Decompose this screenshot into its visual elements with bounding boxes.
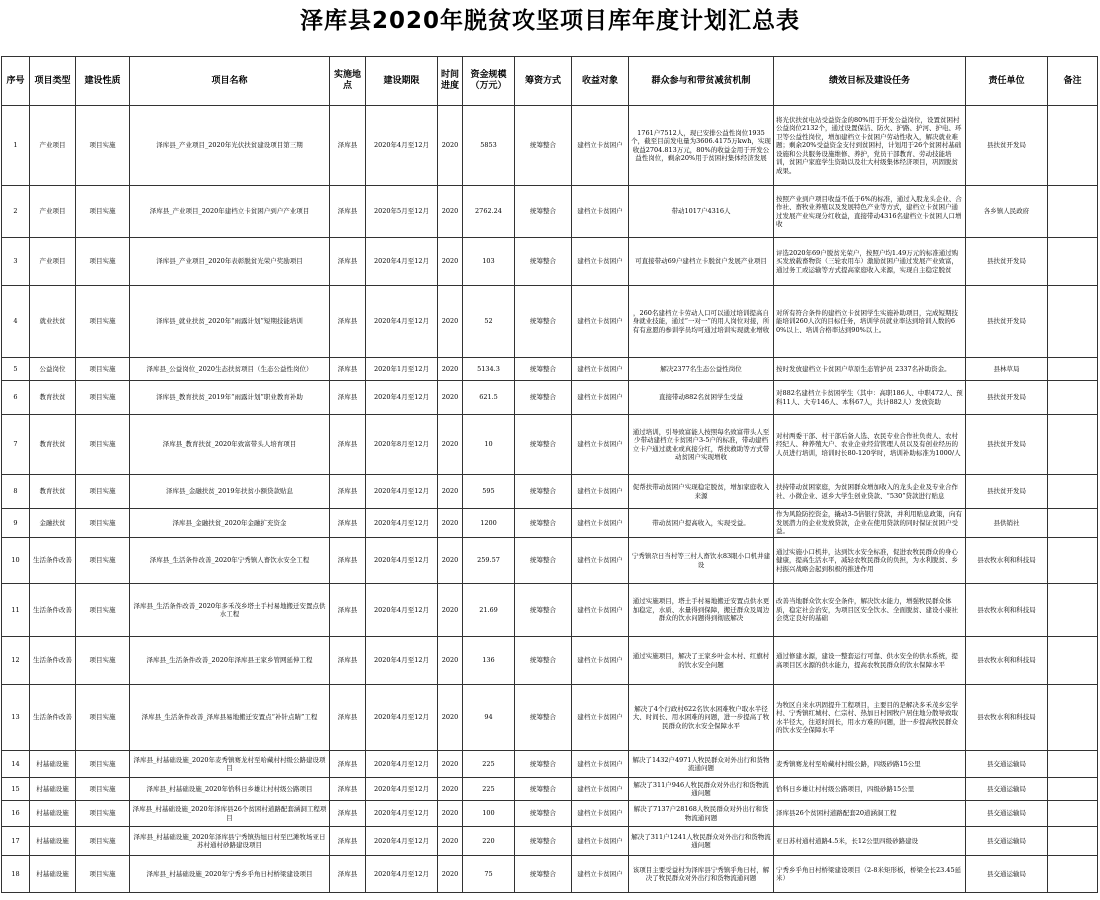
cell-type: 产业项目 (30, 106, 76, 186)
cell-goal: 扶持带动贫困家庭，为贫困群众增加收入的龙头企业及专业合作社、小微企业、返乡大学生创业贷款、“530”贷款进行贴息 (774, 475, 966, 509)
cell-type: 村基础设施 (30, 856, 76, 893)
cell-target: 建档立卡贫困户 (572, 106, 629, 186)
cell-period: 2020年4月至12月 (366, 475, 438, 509)
cell-remark (1048, 415, 1098, 475)
cell-mechanism: 解决了311户1241人牧民群众对外出行和货物流通问题 (629, 827, 774, 856)
cell-goal: 按照产业到户项目收益不低于6%的标准，通过入股龙头企业、合作社、畜牧业养殖以及发展特色产业等方式，建档立卡贫困户通过发展产业实现分红收益，直接带动4316名建档立卡贫困人口增收 (774, 186, 966, 238)
table-row (2, 685, 1098, 751)
cell-unit: 县扶贫开发局 (966, 415, 1048, 475)
cell-period: 2020年5月至12月 (366, 186, 438, 238)
cell-fund: 621.5 (463, 381, 515, 415)
cell-finance: 统筹整合 (515, 358, 572, 381)
cell-finance: 统筹整合 (515, 637, 572, 685)
cell-no: 4 (2, 286, 30, 358)
cell-type: 生活条件改善 (30, 584, 76, 637)
cell-no: 3 (2, 238, 30, 286)
col-header-finance: 筹资方式 (515, 57, 572, 106)
cell-finance: 统筹整合 (515, 286, 572, 358)
cell-finance: 统筹整合 (515, 475, 572, 509)
cell-finance: 统筹整合 (515, 827, 572, 856)
cell-type: 金融扶贫 (30, 509, 76, 538)
cell-remark (1048, 751, 1098, 778)
cell-remark (1048, 238, 1098, 286)
cell-no: 15 (2, 778, 30, 801)
cell-progress: 2020 (438, 827, 463, 856)
table-row (2, 538, 1098, 584)
cell-project-name: 泽库县_教育扶贫_2020年致富带头人培育项目 (130, 415, 330, 475)
cell-nature: 项目实施 (76, 856, 130, 893)
cell-fund: 100 (463, 801, 515, 827)
cell-target: 建档立卡贫困户 (572, 381, 629, 415)
cell-mechanism: 可直接带动69户建档立卡脱贫户发展产业项目 (629, 238, 774, 286)
cell-type: 村基础设施 (30, 778, 76, 801)
cell-no: 18 (2, 856, 30, 893)
cell-goal: 麦秀镇赛龙村至哈藏村村级公路，四级砂路15公里 (774, 751, 966, 778)
cell-no: 17 (2, 827, 30, 856)
cell-type: 村基础设施 (30, 801, 76, 827)
cell-progress: 2020 (438, 475, 463, 509)
cell-target: 建档立卡贫困户 (572, 751, 629, 778)
cell-period: 2020年4月至12月 (366, 106, 438, 186)
cell-project-name: 泽库县_生活条件改善_2020年宁秀镇人畜饮水安全工程 (130, 538, 330, 584)
cell-no: 16 (2, 801, 30, 827)
cell-place: 泽库县 (330, 286, 366, 358)
cell-goal: 恰科日乡雄让村村级公路项目，四级砂路15公里 (774, 778, 966, 801)
cell-progress: 2020 (438, 415, 463, 475)
cell-project-name: 泽库县_生活条件改善_2020年泽库县王家乡管网延伸工程 (130, 637, 330, 685)
cell-mechanism: 解决了311户946人牧民群众对外出行和货物流通问题 (629, 778, 774, 801)
col-header-mechanism: 群众参与和带贫减贫机制 (629, 57, 774, 106)
cell-type: 生活条件改善 (30, 538, 76, 584)
cell-project-name: 泽库县_生活条件改善_2020年多禾茂乡塔土手村易地搬迁安置点供水工程 (130, 584, 330, 637)
cell-finance: 统筹整合 (515, 106, 572, 186)
cell-remark (1048, 509, 1098, 538)
cell-target: 建档立卡贫困户 (572, 856, 629, 893)
cell-project-name: 泽库县_村基础设施_2020年泽库县宁秀镇热旭日村至巴滩牧场亚日苏村通村砂路建设项目 (130, 827, 330, 856)
table-row (2, 509, 1098, 538)
cell-fund: 52 (463, 286, 515, 358)
cell-target: 建档立卡贫困户 (572, 238, 629, 286)
cell-fund: 595 (463, 475, 515, 509)
cell-mechanism: ，260名建档立卡劳动人口可以通过培训提高自身就业技能，通过“一对一”的用人岗位对接，所有有意愿的参训学员均可通过培训实现就业增收 (629, 286, 774, 358)
cell-period: 2020年8月至12月 (366, 415, 438, 475)
cell-finance: 统筹整合 (515, 381, 572, 415)
cell-target: 建档立卡贫困户 (572, 584, 629, 637)
cell-period: 2020年4月至12月 (366, 238, 438, 286)
cell-unit: 县扶贫开发局 (966, 286, 1048, 358)
table-row (2, 106, 1098, 186)
cell-unit: 县供销社 (966, 509, 1048, 538)
cell-place: 泽库县 (330, 856, 366, 893)
cell-no: 1 (2, 106, 30, 186)
cell-remark (1048, 685, 1098, 751)
project-plan-table (1, 56, 1098, 893)
col-header-unit: 责任单位 (966, 57, 1048, 106)
cell-unit: 县农牧水利和科技局 (966, 584, 1048, 637)
table-row (2, 637, 1098, 685)
cell-target: 建档立卡贫困户 (572, 358, 629, 381)
cell-place: 泽库县 (330, 584, 366, 637)
cell-project-name: 泽库县_金融扶贫_2019年扶贫小额贷款贴息 (130, 475, 330, 509)
cell-target: 建档立卡贫困户 (572, 778, 629, 801)
cell-place: 泽库县 (330, 358, 366, 381)
cell-nature: 项目实施 (76, 538, 130, 584)
col-header-no: 序号 (2, 57, 30, 106)
cell-remark (1048, 856, 1098, 893)
document-title: 泽库县2020年脱贫攻坚项目库年度计划汇总表 (299, 8, 800, 34)
col-header-goal: 绩效目标及建设任务 (774, 57, 966, 106)
cell-type: 产业项目 (30, 186, 76, 238)
cell-unit: 县农牧水利和科技局 (966, 637, 1048, 685)
cell-goal: 通过修建水源，建设一整套运行可靠、供水安全的供水系统，提高项目区水源的供水能力，提高农牧民群众的饮水保障水平 (774, 637, 966, 685)
cell-nature: 项目实施 (76, 238, 130, 286)
cell-progress: 2020 (438, 685, 463, 751)
cell-place: 泽库县 (330, 801, 366, 827)
cell-period: 2020年4月至12月 (366, 801, 438, 827)
cell-progress: 2020 (438, 186, 463, 238)
cell-target: 建档立卡贫困户 (572, 509, 629, 538)
cell-goal: 改善当地群众饮水安全条件，解决饮水能力，增强牧民群众体质，稳定社会治安，为项目区安全饮水、全面脱贫、建设小康社会奠定良好的基础 (774, 584, 966, 637)
cell-finance: 统筹整合 (515, 538, 572, 584)
cell-target: 建档立卡贫困户 (572, 637, 629, 685)
cell-type: 教育扶贫 (30, 475, 76, 509)
cell-mechanism: 带动贫困户提高收入，实现受益。 (629, 509, 774, 538)
cell-goal: 对村两委干部、村干部后备人选、农民专业合作社负责人、农村经纪人、种养殖大户、农业企业经营管理人员以及有创业经历的人员进行培训，培训时长80-120学时，培训补助标准为1000/人 (774, 415, 966, 475)
cell-type: 村基础设施 (30, 751, 76, 778)
cell-remark (1048, 827, 1098, 856)
cell-unit: 县交通运输局 (966, 827, 1048, 856)
cell-nature: 项目实施 (76, 685, 130, 751)
cell-goal: 亚日苏村通村道路4.5米，长12公里四级砂路建设 (774, 827, 966, 856)
cell-period: 2020年1月至12月 (366, 358, 438, 381)
cell-project-name: 泽库县_生活条件改善_泽库县易地搬迁安置点“补针点睛”工程 (130, 685, 330, 751)
cell-goal: 宁秀乡乎角日村桥梁建设项目（2-8米矩形板，桥梁全长23.45延米） (774, 856, 966, 893)
col-header-nature: 建设性质 (76, 57, 130, 106)
cell-nature: 项目实施 (76, 381, 130, 415)
cell-remark (1048, 106, 1098, 186)
cell-mechanism: 解决2377名生态公益性岗位 (629, 358, 774, 381)
cell-goal: 按时发放建档立卡贫困户草原生态管护员 2337名补助资金。 (774, 358, 966, 381)
col-header-fund: 资金规模（万元） (463, 57, 515, 106)
cell-place: 泽库县 (330, 381, 366, 415)
table-row (2, 827, 1098, 856)
cell-finance: 统筹整合 (515, 186, 572, 238)
table-row (2, 751, 1098, 778)
cell-type: 产业项目 (30, 238, 76, 286)
cell-mechanism: 宁秀镇尕日当村等三村人畜饮水83眼小口机井建设 (629, 538, 774, 584)
cell-no: 8 (2, 475, 30, 509)
cell-type: 就业扶贫 (30, 286, 76, 358)
col-header-period: 建设期限 (366, 57, 438, 106)
cell-no: 12 (2, 637, 30, 685)
cell-mechanism: 解决了1432户4971人牧民群众对外出行和货物流通问题 (629, 751, 774, 778)
cell-progress: 2020 (438, 358, 463, 381)
cell-target: 建档立卡贫困户 (572, 685, 629, 751)
cell-progress: 2020 (438, 509, 463, 538)
table-row (2, 238, 1098, 286)
cell-remark (1048, 475, 1098, 509)
cell-no: 2 (2, 186, 30, 238)
cell-target: 建档立卡贫困户 (572, 538, 629, 584)
cell-mechanism: 解决了4个行政村622名饮水困难牧户取水半径大、时间长、用水困难的问题，进一步提高了牧民群众的饮水安全保障水平 (629, 685, 774, 751)
table-row (2, 381, 1098, 415)
table-row (2, 584, 1098, 637)
table-row (2, 358, 1098, 381)
cell-unit: 县交通运输局 (966, 856, 1048, 893)
cell-progress: 2020 (438, 637, 463, 685)
cell-unit: 县农牧水利和科技局 (966, 685, 1048, 751)
cell-period: 2020年4月至12月 (366, 751, 438, 778)
cell-fund: 220 (463, 827, 515, 856)
cell-goal: 将光伏扶贫电站受益资金的80%用于开发公益岗位，设置贫困村公益岗位2132个，通过设置保洁、防火、护路、护河、护电、环卫等公益性岗位，增加建档立卡贫困户劳动性收入，解决就业难题；剩余20%受益资金支付到贫困村，计划用于26个贫困村基础设施和公共服务设施维修、养护，党员干部教育、劳动技能培训，贫困户家庭学生资助以及壮大村级集体经济项目，巩固脱贫成果。 (774, 106, 966, 186)
cell-unit: 县扶贫开发局 (966, 381, 1048, 415)
cell-place: 泽库县 (330, 538, 366, 584)
cell-no: 13 (2, 685, 30, 751)
cell-place: 泽库县 (330, 509, 366, 538)
cell-goal: 对所有符合条件的建档立卡贫困学生实施补助项目，完成短期技能培训260人次的目标任务，培训学员就业率达到培训人数的60%以上、培训合格率达到90%以上。 (774, 286, 966, 358)
cell-fund: 1200 (463, 509, 515, 538)
col-header-name: 项目名称 (130, 57, 330, 106)
cell-no: 6 (2, 381, 30, 415)
cell-mechanism: 该项目主要受益村为泽库县宁秀镇乎角日村，解决了牧民群众对外出行和货物流通问题 (629, 856, 774, 893)
col-header-remark: 备注 (1048, 57, 1098, 106)
cell-mechanism: 通过实施项目，塔土手村易地搬迁安置点供水更加稳定，水质、水量得到保障，搬迁群众及周边群众的饮水问题得到彻底解决 (629, 584, 774, 637)
cell-fund: 5853 (463, 106, 515, 186)
cell-target: 建档立卡贫困户 (572, 475, 629, 509)
cell-no: 14 (2, 751, 30, 778)
cell-remark (1048, 801, 1098, 827)
cell-progress: 2020 (438, 778, 463, 801)
table-row (2, 475, 1098, 509)
cell-remark (1048, 778, 1098, 801)
col-header-place: 实施地点 (330, 57, 366, 106)
cell-unit: 县扶贫开发局 (966, 238, 1048, 286)
cell-project-name: 泽库县_村基础设施_2020年宁秀乡乎角日村桥梁建设项目 (130, 856, 330, 893)
col-header-type: 项目类型 (30, 57, 76, 106)
cell-fund: 136 (463, 637, 515, 685)
cell-finance: 统筹整合 (515, 801, 572, 827)
cell-period: 2020年4月至12月 (366, 778, 438, 801)
cell-fund: 2762.24 (463, 186, 515, 238)
cell-finance: 统筹整合 (515, 238, 572, 286)
cell-place: 泽库县 (330, 415, 366, 475)
cell-finance: 统筹整合 (515, 856, 572, 893)
cell-fund: 103 (463, 238, 515, 286)
cell-unit: 县扶贫开发局 (966, 475, 1048, 509)
cell-goal: 作为风险防控资金，撬动3-5倍银行贷款，并利用贴息政策，向有发展潜力的企业发放贷款，企业在使用贷款的同时保证贫困户受益。 (774, 509, 966, 538)
cell-project-name: 泽库县_村基础设施_2020年麦秀镇赛龙村至哈藏村村级公路建设项目 (130, 751, 330, 778)
cell-fund: 225 (463, 751, 515, 778)
cell-progress: 2020 (438, 751, 463, 778)
cell-place: 泽库县 (330, 827, 366, 856)
cell-remark (1048, 186, 1098, 238)
cell-unit: 县林草局 (966, 358, 1048, 381)
cell-period: 2020年4月至12月 (366, 685, 438, 751)
cell-nature: 项目实施 (76, 509, 130, 538)
cell-type: 公益岗位 (30, 358, 76, 381)
cell-finance: 统筹整合 (515, 415, 572, 475)
cell-mechanism: 直接带动882名贫困学生受益 (629, 381, 774, 415)
cell-place: 泽库县 (330, 186, 366, 238)
cell-no: 5 (2, 358, 30, 381)
cell-project-name: 泽库县_就业扶贫_2020年“雨露计划”短期技能培训 (130, 286, 330, 358)
cell-place: 泽库县 (330, 238, 366, 286)
cell-target: 建档立卡贫困户 (572, 186, 629, 238)
cell-place: 泽库县 (330, 751, 366, 778)
cell-fund: 259.57 (463, 538, 515, 584)
cell-project-name: 泽库县_金融扶贫_2020年金融扩充资金 (130, 509, 330, 538)
cell-remark (1048, 637, 1098, 685)
cell-progress: 2020 (438, 584, 463, 637)
cell-type: 村基础设施 (30, 827, 76, 856)
cell-project-name: 泽库县_产业项目_2020年建档立卡贫困户到户产业项目 (130, 186, 330, 238)
cell-nature: 项目实施 (76, 584, 130, 637)
cell-project-name: 泽库县_村基础设施_2020年泽库县26个贫困村道路配套涵洞工程项目 (130, 801, 330, 827)
cell-remark (1048, 538, 1098, 584)
cell-nature: 项目实施 (76, 801, 130, 827)
cell-progress: 2020 (438, 286, 463, 358)
cell-period: 2020年4月至12月 (366, 509, 438, 538)
cell-mechanism: 通过实施项目，解决了王家乡叶金木村、红旗村的饮水安全问题 (629, 637, 774, 685)
cell-no: 7 (2, 415, 30, 475)
col-header-progress: 时间进度 (438, 57, 463, 106)
cell-period: 2020年4月至12月 (366, 538, 438, 584)
cell-progress: 2020 (438, 106, 463, 186)
cell-progress: 2020 (438, 801, 463, 827)
table-header-row (2, 57, 1098, 106)
cell-unit: 县交通运输局 (966, 801, 1048, 827)
cell-period: 2020年4月至12月 (366, 584, 438, 637)
cell-type: 教育扶贫 (30, 381, 76, 415)
cell-period: 2020年4月至12月 (366, 827, 438, 856)
cell-nature: 项目实施 (76, 637, 130, 685)
cell-unit: 各乡镇人民政府 (966, 186, 1048, 238)
cell-place: 泽库县 (330, 475, 366, 509)
cell-progress: 2020 (438, 538, 463, 584)
cell-nature: 项目实施 (76, 751, 130, 778)
cell-no: 10 (2, 538, 30, 584)
cell-mechanism: 1761户7512人，现已安排公益性岗位1935个，截至目前发电量为3606.4175万kwh，实现收益2704.813万元，80%的收益金用于开发公益性岗位，剩余20%用于贫困村集体经济发展 (629, 106, 774, 186)
cell-target: 建档立卡贫困户 (572, 415, 629, 475)
cell-nature: 项目实施 (76, 286, 130, 358)
cell-place: 泽库县 (330, 685, 366, 751)
table-row (2, 778, 1098, 801)
cell-target: 建档立卡贫困户 (572, 801, 629, 827)
cell-period: 2020年4月至12月 (366, 381, 438, 415)
cell-progress: 2020 (438, 856, 463, 893)
cell-nature: 项目实施 (76, 415, 130, 475)
cell-remark (1048, 358, 1098, 381)
cell-remark (1048, 381, 1098, 415)
cell-mechanism: 促帮扶带动贫困户实现稳定脱贫，增加家庭收入来源 (629, 475, 774, 509)
cell-type: 生活条件改善 (30, 685, 76, 751)
cell-progress: 2020 (438, 381, 463, 415)
cell-project-name: 泽库县_产业项目_2020年表彰脱贫光荣户奖励项目 (130, 238, 330, 286)
cell-type: 生活条件改善 (30, 637, 76, 685)
col-header-target: 收益对象 (572, 57, 629, 106)
cell-nature: 项目实施 (76, 827, 130, 856)
cell-unit: 县扶贫开发局 (966, 106, 1048, 186)
table-body (2, 106, 1098, 893)
table-row (2, 415, 1098, 475)
cell-period: 2020年4月至12月 (366, 856, 438, 893)
cell-target: 建档立卡贫困户 (572, 286, 629, 358)
cell-unit: 县交通运输局 (966, 778, 1048, 801)
cell-fund: 21.69 (463, 584, 515, 637)
cell-target: 建档立卡贫困户 (572, 827, 629, 856)
cell-fund: 225 (463, 778, 515, 801)
cell-place: 泽库县 (330, 106, 366, 186)
cell-finance: 统筹整合 (515, 685, 572, 751)
cell-nature: 项目实施 (76, 358, 130, 381)
cell-period: 2020年4月至12月 (366, 637, 438, 685)
cell-mechanism: 解决了7137户28168人牧民群众对外出行和货物流通问题 (629, 801, 774, 827)
cell-goal: 泽库县26个贫困村道路配套20道涵洞工程 (774, 801, 966, 827)
cell-finance: 统筹整合 (515, 509, 572, 538)
cell-finance: 统筹整合 (515, 584, 572, 637)
cell-progress: 2020 (438, 238, 463, 286)
cell-unit: 县交通运输局 (966, 751, 1048, 778)
cell-no: 11 (2, 584, 30, 637)
cell-type: 教育扶贫 (30, 415, 76, 475)
cell-fund: 75 (463, 856, 515, 893)
cell-period: 2020年4月至12月 (366, 286, 438, 358)
cell-goal: 通过实施小口机井，达到饮水安全标准，促进农牧民群众的身心健康，提高生活水平，减轻农牧民群众的负担，为水利脱贫、乡村振兴战略会起到积极的推进作用 (774, 538, 966, 584)
cell-project-name: 泽库县_公益岗位_2020生态扶贫项目（生态公益性岗位） (130, 358, 330, 381)
cell-project-name: 泽库县_产业项目_2020年光伏扶贫建设项目第三期 (130, 106, 330, 186)
cell-fund: 10 (463, 415, 515, 475)
cell-mechanism: 通过培训，引导致富能人按照每名致富带头人至少带动建档立卡贫困户3-5户的标准，带动建档立卡户通过就业或真接分红，帮扶救助等方式带动贫困户实现增收 (629, 415, 774, 475)
cell-remark (1048, 286, 1098, 358)
cell-nature: 项目实施 (76, 186, 130, 238)
cell-goal: 评选2020年69户脱贫光荣户，按照户均1.49万元的标准通过购买发放载畜物资（三轮农用车）激励贫困户通过发展产业致富，通过务工或运输等方式提高家庭收入来源，实现自主稳定脱贫 (774, 238, 966, 286)
cell-goal: 为牧区自来水巩固提升工程项目，主要目的是解决多禾茂乡宏学村、宁秀镇红城村、仁宗村、热加日村园牧户居住地分散导致取水半径大，往返时间长，用水方难的问题，进一步提高牧民群众的饮水安全保障水平 (774, 685, 966, 751)
cell-mechanism: 带动1017户4316人 (629, 186, 774, 238)
cell-nature: 项目实施 (76, 778, 130, 801)
cell-finance: 统筹整合 (515, 751, 572, 778)
cell-unit: 县农牧水利和科技局 (966, 538, 1048, 584)
cell-fund: 94 (463, 685, 515, 751)
table-row (2, 856, 1098, 893)
cell-finance: 统筹整合 (515, 778, 572, 801)
table-row (2, 801, 1098, 827)
cell-project-name: 泽库县_教育扶贫_2019年“雨露计划”职业教育补助 (130, 381, 330, 415)
cell-nature: 项目实施 (76, 106, 130, 186)
cell-fund: 5134.3 (463, 358, 515, 381)
table-row (2, 286, 1098, 358)
table-row (2, 186, 1098, 238)
cell-goal: 对882名建档立卡贫困学生（其中：高职186人、中职472人、预科11人、大专146人、本科67人，共计882人）发放资助 (774, 381, 966, 415)
cell-project-name: 泽库县_村基础设施_2020年恰科日乡雄让村村级公路项目 (130, 778, 330, 801)
cell-place: 泽库县 (330, 637, 366, 685)
cell-no: 9 (2, 509, 30, 538)
cell-remark (1048, 584, 1098, 637)
cell-place: 泽库县 (330, 778, 366, 801)
cell-nature: 项目实施 (76, 475, 130, 509)
